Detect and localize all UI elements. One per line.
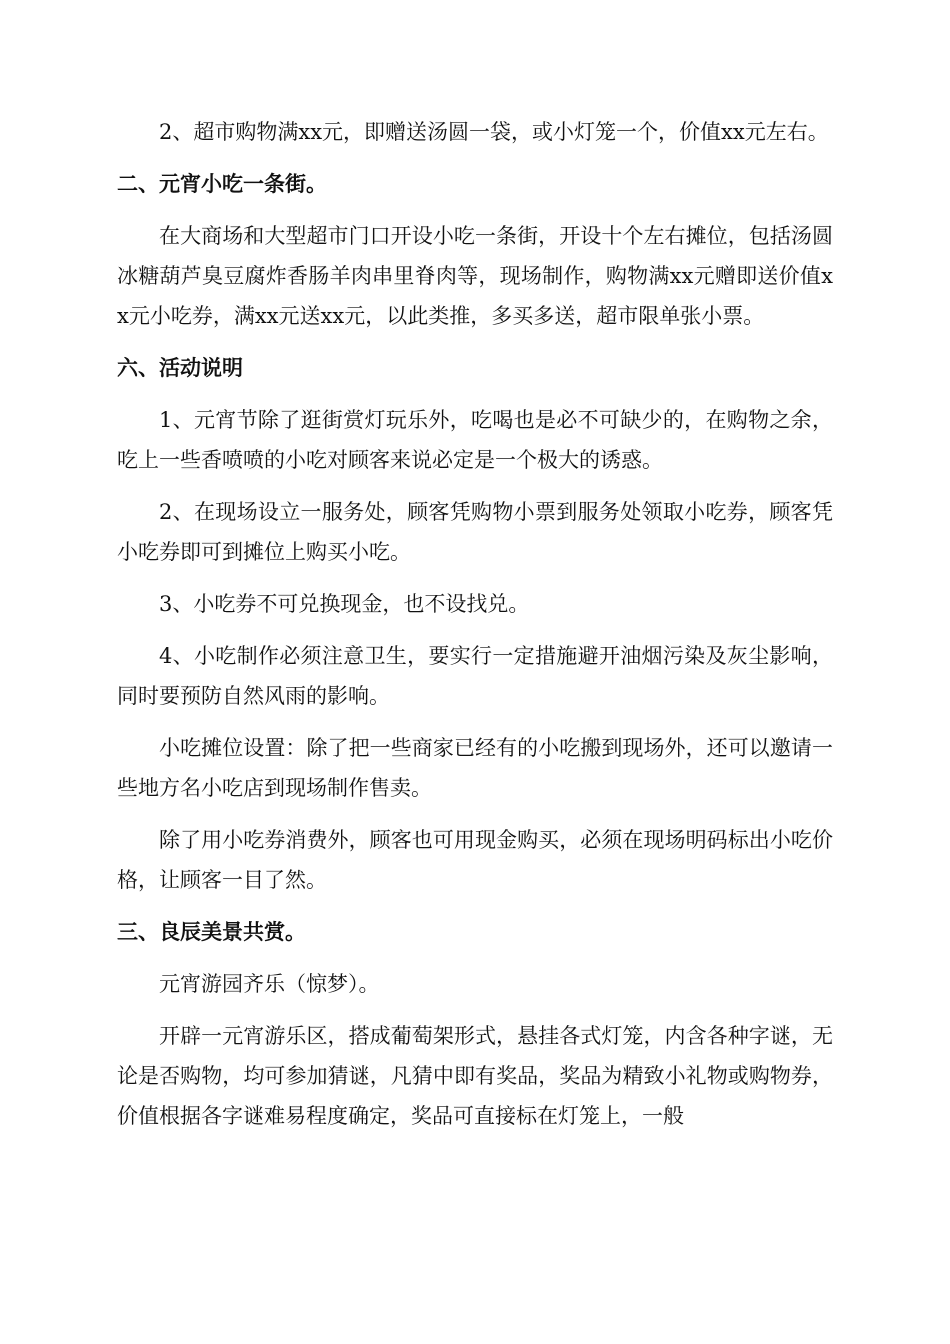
section-heading-scenery: 三、良辰美景共赏。: [117, 920, 306, 944]
paragraph-stall-setup: 小吃摊位设置：除了把一些商家已经有的小吃搬到现场外，还可以邀请一些地方名小吃店到现场制作售卖。: [117, 736, 833, 800]
paragraph-riddle-area: 开辟一元宵游乐区，搭成葡萄架形式，悬挂各式灯笼，内含各种字谜，无论是否购物，均可参加猜谜，凡猜中即有奖品，奖品为精致小礼物或购物券，价值根据各字谜难易程度确定，奖品可直接标在灯笼上，一般: [117, 1024, 833, 1128]
section-heading-activity-notes: 六、活动说明: [117, 356, 243, 380]
paragraph-cash-purchase: 除了用小吃券消费外，顾客也可用现金购买，必须在现场明码标出小吃价格，让顾客一目了然。: [117, 828, 833, 892]
paragraph-note-4: 4、小吃制作必须注意卫生，要实行一定措施避开油烟污染及灰尘影响，同时要预防自然风雨的影响。: [117, 644, 833, 708]
paragraph-note-3: 3、小吃券不可兑换现金，也不设找兑。: [159, 592, 530, 616]
document-page: [117, 112, 833, 1148]
paragraph-snack-street-details: 在大商场和大型超市门口开设小吃一条街，开设十个左右摊位，包括汤圆冰糖葫芦臭豆腐炸香肠羊肉串里脊肉等，现场制作，购物满xx元赠即送价值xx元小吃券，满xx元送xx元，以此类推，多买多送，超市限单张小票。: [117, 224, 833, 328]
paragraph-garden-party: 元宵游园齐乐（惊梦）。: [159, 972, 380, 996]
section-heading-snack-street: 二、元宵小吃一条街。: [117, 172, 327, 196]
paragraph-note-1: 1、元宵节除了逛街赏灯玩乐外，吃喝也是必不可缺少的，在购物之余，吃上一些香喷喷的小吃对顾客来说必定是一个极大的诱惑。: [117, 408, 833, 472]
paragraph-note-2: 2、在现场设立一服务处，顾客凭购物小票到服务处领取小吃券，顾客凭小吃券即可到摊位上购买小吃。: [117, 500, 833, 564]
paragraph-supermarket-gift: 2、超市购物满xx元，即赠送汤圆一袋，或小灯笼一个，价值xx元左右。: [159, 120, 829, 144]
